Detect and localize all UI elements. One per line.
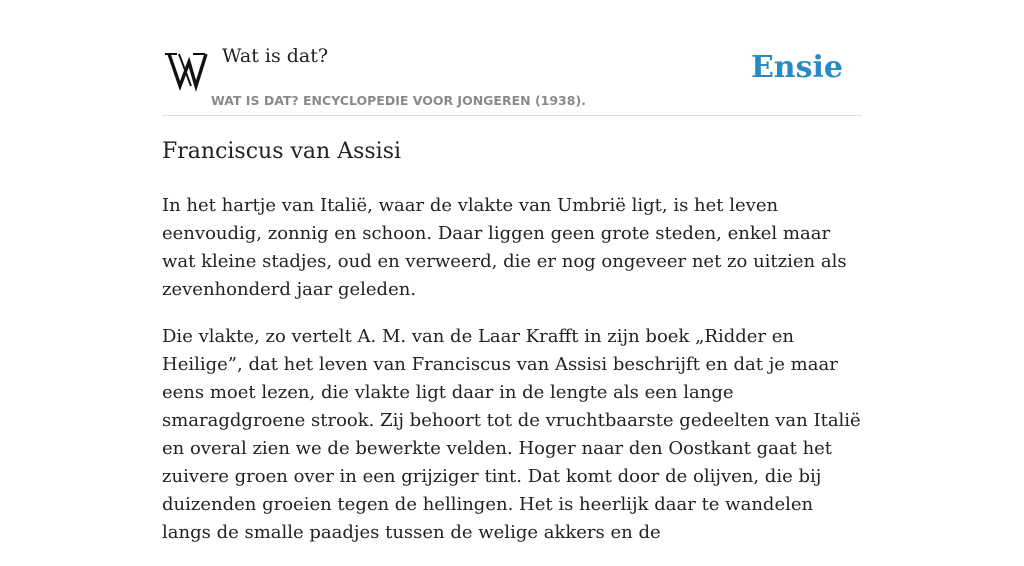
article-paragraph: Die vlakte, zo vertelt A. M. van de Laar Krafft in zijn boek „Ridder en Heilige”, dat het leven van Franciscus van Assisi beschrijft en dat je maar eens moet lezen, die vlakte ligt daar in de lengte als een lange smaragdgroene strook. Zij behoort tot de vruchtbaarste gedeelten van Italië en overal zien we de bewerkte velden. Hoger naar den Oostkant gaat het zuivere groen over in een grijziger tint. Dat komt door de olijven, die bij duizenden groeien tegen de hellingen. Het is heerlijk daar te wandelen langs de smalle paadjes tussen de welige akkers en de	[162, 326, 861, 543]
site-title[interactable]: Wat is dat?	[222, 45, 329, 67]
header-divider	[162, 115, 862, 116]
article-paragraph: In het hartje van Italië, waar de vlakte van Umbrië ligt, is het leven eenvoudig, zonnig en schoon. Daar liggen geen grote steden, enkel maar wat kleine stadjes, oud en verweerd, die er nog ongeveer net zo uitzien als zevenhonderd jaar geleden.	[162, 195, 847, 300]
article-body	[162, 192, 862, 566]
brand-logo-link[interactable]: Ensie	[750, 50, 843, 85]
site-subtitle: WAT IS DAT? ENCYCLOPEDIE VOOR JONGEREN (1938).	[211, 93, 586, 108]
wikipedia-w-icon[interactable]	[164, 50, 210, 90]
article-title: Franciscus van Assisi	[162, 139, 402, 164]
